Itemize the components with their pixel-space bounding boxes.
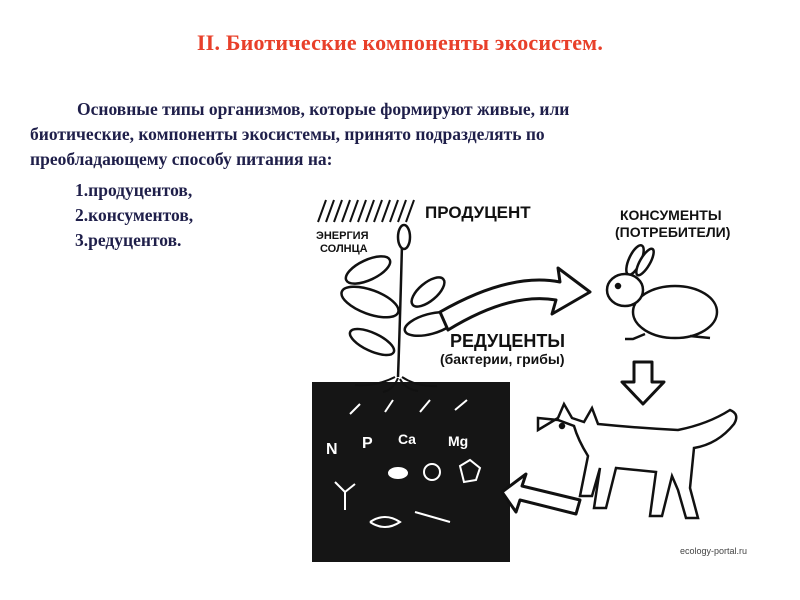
rabbit-icon (607, 243, 717, 339)
list-item-decomposers: 3.редуцентов. (75, 230, 182, 250)
arrow-consumer-down (622, 362, 664, 404)
paragraph-line-1: Основные типы организмов, которые формируют живые, или (77, 99, 570, 119)
list-item-producers: 1.продуцентов, (75, 180, 193, 200)
soil-element-n: N (326, 441, 338, 458)
intro-paragraph (30, 97, 770, 172)
sun-rays-icon (318, 200, 414, 222)
producer-label: ПРОДУЦЕНТ (425, 203, 531, 222)
consumers-label-1: КОНСУМЕНТЫ (620, 207, 722, 223)
page-title: II. Биотические компоненты экосистем. (196, 30, 604, 55)
paragraph-line-2: биотические, компоненты экосистемы, принято подразделять по (30, 124, 545, 144)
arrow-to-soil (502, 474, 580, 514)
soil-element-p: P (362, 435, 373, 452)
consumers-label-2: (ПОТРЕБИТЕЛИ) (615, 224, 731, 240)
soil-element-mg: Mg (448, 433, 469, 449)
paragraph-line-3: преобладающему способу питания на: (30, 149, 333, 169)
watermark-text: ecology-portal.ru (680, 546, 748, 556)
soil-block (312, 382, 510, 562)
decomposers-label-2: (бактерии, грибы) (440, 351, 565, 367)
sun-energy-label-1: ЭНЕРГИЯ (316, 230, 369, 242)
arrow-producer-to-consumer (440, 268, 590, 330)
sun-energy-label-2: СОЛНЦА (320, 243, 368, 255)
list-item-consumers: 2.консументов, (75, 205, 194, 225)
organism-types-list (75, 178, 193, 253)
decomposers-label-1: РЕДУЦЕНТЫ (450, 331, 566, 351)
ecosystem-diagram (290, 182, 770, 577)
soil-element-ca: Ca (398, 431, 416, 447)
